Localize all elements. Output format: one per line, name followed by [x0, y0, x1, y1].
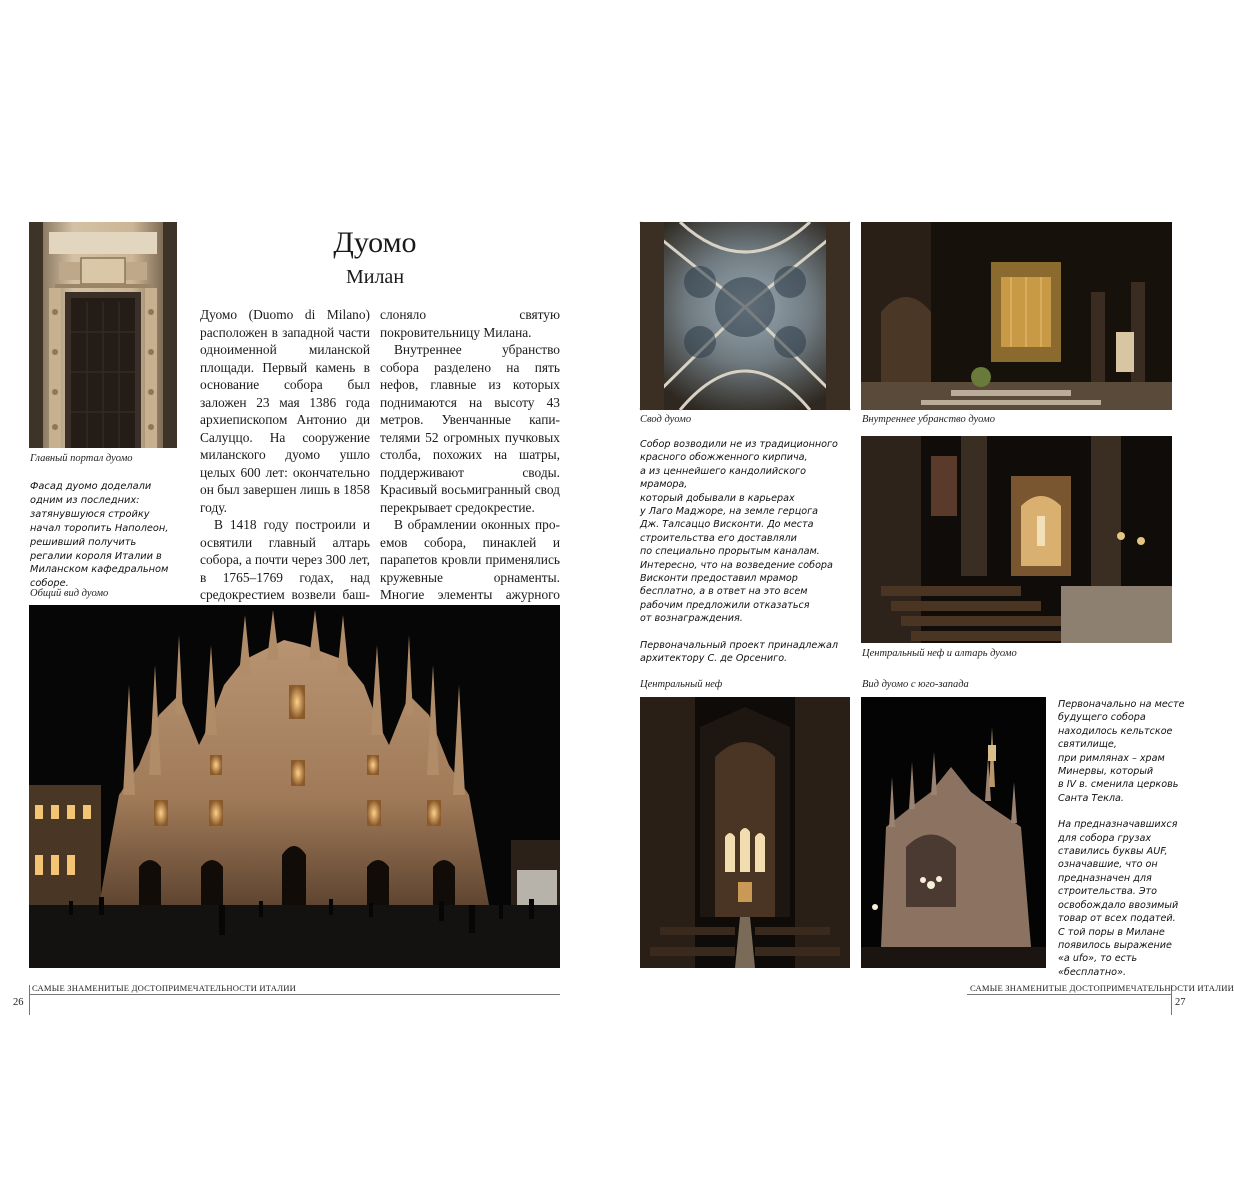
article-subtitle: Милан [345, 266, 405, 288]
portal-caption: Главный портал дуомо [30, 453, 133, 464]
article-title: Дуомо [333, 226, 417, 259]
nave-altar-photo [861, 436, 1172, 643]
right-footer-rule [967, 994, 1172, 995]
marble-note-text: Собор возводили не из традиционного красного обожженного кирпича, а из ценнейшего кандолийского мрамора, который добывали в карьерах у Лаго Маджоре, на земле герцога Дж. Талсаццо Висконти. До места строительства его доставляли по специально прорытым каналам. Интересно, что на возведение собора Висконти предоставил мрамор бесплатно, а в ответ на это всем рабочим предложили отказаться от вознаграждения. [640, 439, 838, 625]
cathedral-night-photo [29, 605, 560, 968]
left-page-number: 26 [13, 997, 24, 1008]
interior-photo [861, 222, 1172, 410]
nave-caption: Центральный неф [640, 679, 723, 690]
column1-paragraph: Дуомо (Duomo di Milano) расположен в западной части одноименной миланской площади. Первый камень в основание собора был заложен 23 мая 1386 года архиепископом Антонио ди Салуццо. На сооружение миланского дуомо ушло целых 600 лет: окончательно он был завершен лишь в 1858 году. [200, 307, 370, 515]
central-nave-photo [640, 697, 850, 968]
southwest-view-photo [861, 697, 1046, 968]
facade-side-note: Фасад дуомо доделали одним из последних: затянувшуюся стройку начал торопить Наполеон, решивший получить регалии короля Италии в Миланском кафедральном соборе. [30, 481, 169, 590]
nave-altar-caption: Центральный неф и алтарь дуомо [862, 648, 1017, 659]
celtic-sanctuary-note [1058, 698, 1188, 979]
column2-paragraph: Внутреннее убранство собора разделено на пять нефов, главные из которых поднимаются на высоту 43 метров. Увенчанные капителями 52 огромных пучковых столба, похожих на шатры, поддерживают своды. Красивый восьмигранный свод перекрывает средокрестие. [380, 342, 560, 515]
left-footer-tick [29, 985, 30, 1015]
column2-paragraph: В обрамлении оконных проемов собора, пинаклей и парапетов кровли применялись кружевные орнаменты. Многие элементы ажурного [380, 517, 560, 602]
main-portal-photo [29, 222, 177, 448]
auf-note-text: На предназначавшихся для собора грузах ставились буквы AUF, означавшие, что он предназначен для строительства. Это освобождало ввозимый товар от всех податей. С той поры в Милане появилось выражение «a ufo», то есть «бесплатно». [1058, 819, 1179, 978]
vault-photo [640, 222, 850, 410]
general-view-caption: Общий вид дуомо [30, 588, 109, 599]
marble-note [640, 438, 855, 666]
vault-caption: Свод дуомо [640, 414, 692, 425]
left-footer-rule [29, 994, 560, 995]
column1-paragraph: В 1418 году построили и освятили главный алтарь собора, а почти через 300 лет, в 1765–1769 годах, над средокрестием возвели баш [200, 517, 370, 602]
interior-caption: Внутреннее убранство дуомо [862, 414, 995, 425]
right-footer-label: САМЫЕ ЗНАМЕНИТЫЕ ДОСТОПРИМЕЧАТЕЛЬНОСТИ ИТАЛИИ [970, 983, 1234, 993]
column2-paragraph: слоняло святую покровительницу Милана. [380, 307, 560, 340]
left-footer-label: САМЫЕ ЗНАМЕНИТЫЕ ДОСТОПРИМЕЧАТЕЛЬНОСТИ ИТАЛИИ [32, 983, 297, 993]
architect-note-text: Первоначальный проект принадлежал архитектору С. де Орсениго. [640, 639, 838, 665]
southwest-caption: Вид дуомо с юго-запада [862, 679, 969, 690]
celtic-note-text: Первоначально на месте будущего собора находилось кельтское святилище, при римлянах – храм Минервы, который в IV в. сменила церковь Санта Текла. [1058, 699, 1185, 804]
right-page-number: 27 [1175, 997, 1186, 1008]
